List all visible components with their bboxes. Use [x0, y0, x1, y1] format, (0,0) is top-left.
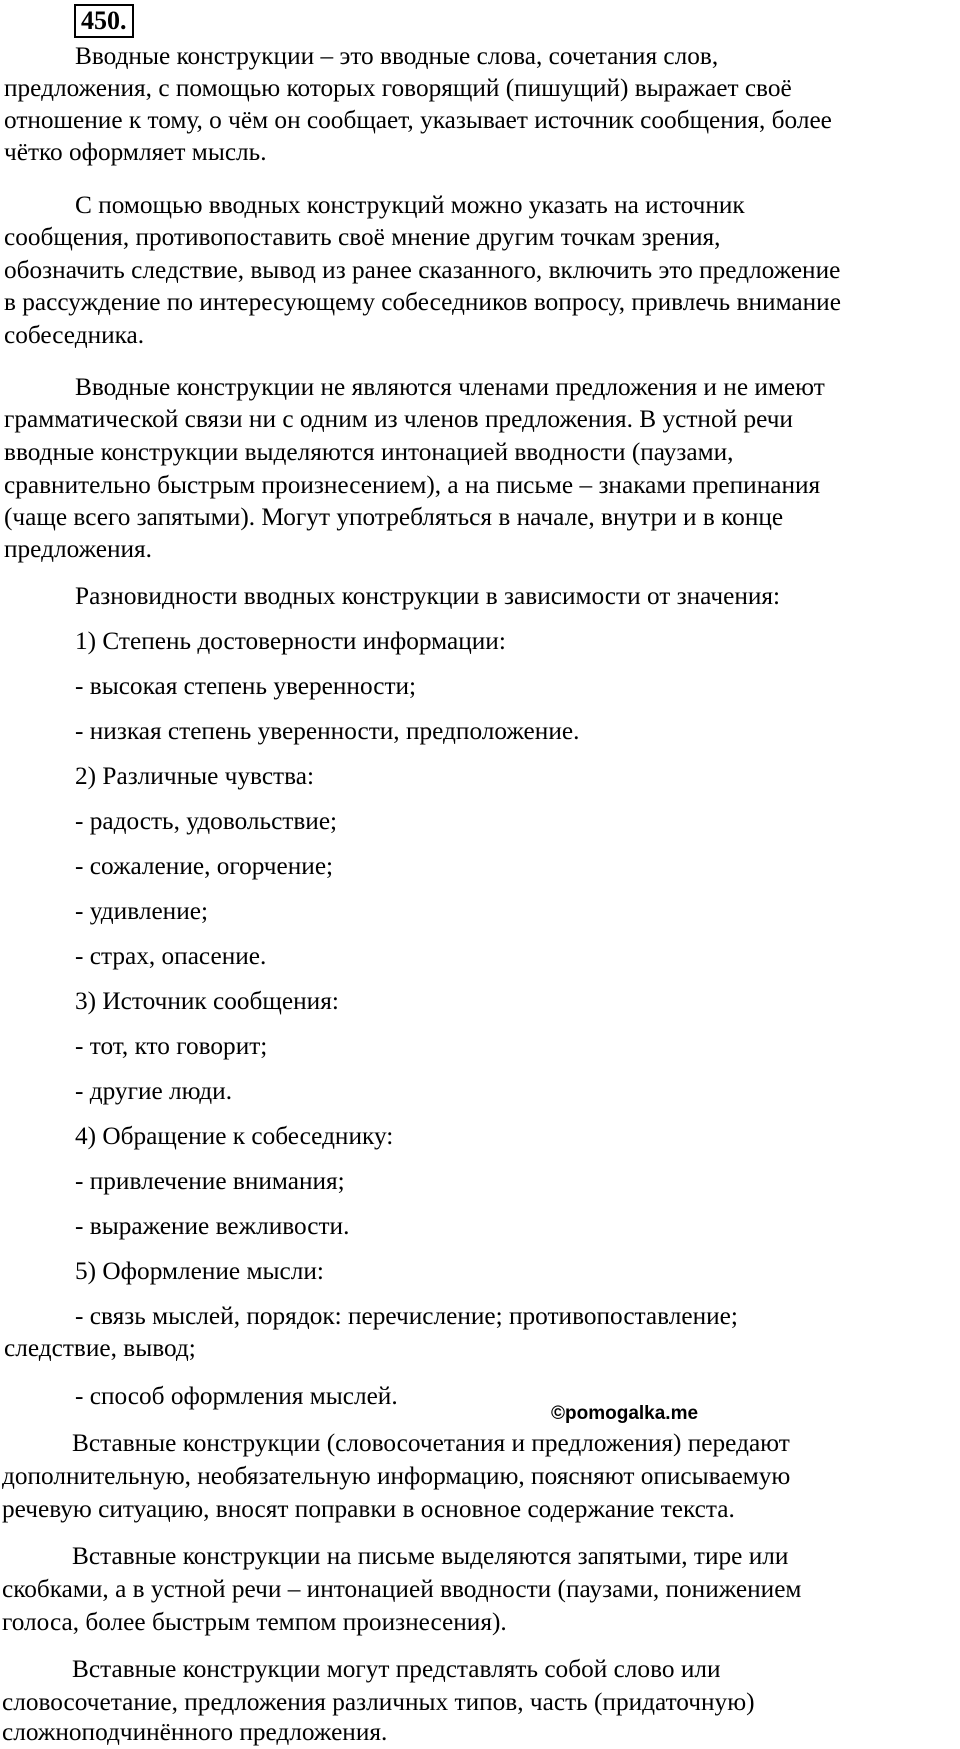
- text-line: Вводные конструкции – это вводные слова, сочетания слов,: [75, 42, 719, 70]
- list-item: 4) Обращение к собеседнику:: [75, 1122, 394, 1150]
- text-line: собеседника.: [4, 321, 145, 349]
- text-line: словосочетание, предложения различных типов, часть (придаточную): [2, 1688, 755, 1716]
- text-line: предложения.: [4, 535, 153, 563]
- list-item: - тот, кто говорит;: [75, 1032, 268, 1060]
- list-item: - низкая степень уверенности, предположение.: [75, 717, 580, 745]
- text-line: скобками, а в устной речи – интонацией вводности (паузами, понижением: [2, 1575, 802, 1603]
- list-item: 2) Различные чувства:: [75, 762, 314, 790]
- text-line: сравнительно быстрым произнесением), а на письме – знаками препинания: [4, 471, 821, 499]
- text-line: грамматической связи ни с одним из членов предложения. В устной речи: [4, 405, 793, 433]
- list-item: - другие люди.: [75, 1077, 233, 1105]
- list-item: - удивление;: [75, 897, 209, 925]
- text-line: дополнительную, необязательную информацию, поясняют описываемую: [2, 1462, 791, 1490]
- watermark: ©pomogalka.me: [551, 1403, 699, 1424]
- text-line: С помощью вводных конструкций можно указать на источник: [75, 191, 745, 219]
- list-item: 5) Оформление мысли:: [75, 1257, 324, 1285]
- list-item: - сожаление, огорчение;: [75, 852, 334, 880]
- text-line: речевую ситуацию, вносят поправки в основное содержание текста.: [2, 1495, 735, 1523]
- list-item: 1) Степень достоверности информации:: [75, 627, 506, 655]
- text-line: Вставные конструкции могут представлять собой слово или: [72, 1655, 721, 1683]
- text-line: голоса, более быстрым темпом произнесения).: [2, 1608, 507, 1636]
- exercise-number: 450.: [74, 4, 134, 38]
- list-item: - выражение вежливости.: [75, 1212, 350, 1240]
- list-item: - высокая степень уверенности;: [75, 672, 417, 700]
- list-item: - способ оформления мыслей.: [75, 1382, 398, 1410]
- text-line: Вводные конструкции не являются членами предложения и не имеют: [75, 373, 825, 401]
- text-line: чётко оформляет мысль.: [4, 138, 267, 166]
- list-item: 3) Источник сообщения:: [75, 987, 339, 1015]
- text-line: вводные конструкции выделяются интонацией вводности (паузами,: [4, 438, 734, 466]
- list-item: - связь мыслей, порядок: перечисление; противопоставление;: [75, 1302, 738, 1330]
- text-line: обозначить следствие, вывод из ранее сказанного, включить это предложение: [4, 256, 841, 284]
- text-line: отношение к тому, о чём он сообщает, указывает источник сообщения, более: [4, 106, 832, 134]
- text-line: (чаще всего запятыми). Могут употребляться в начале, внутри и в конце: [4, 503, 784, 531]
- list-item: - привлечение внимания;: [75, 1167, 345, 1195]
- text-line: сообщения, противопоставить своё мнение другим точкам зрения,: [4, 223, 721, 251]
- text-line: в рассуждение по интересующему собеседников вопросу, привлечь внимание: [4, 288, 841, 316]
- text-line: Разновидности вводных конструкции в зависимости от значения:: [75, 582, 781, 610]
- text-line: Вставные конструкции (словосочетания и предложения) передают: [72, 1429, 790, 1457]
- list-item: - радость, удовольствие;: [75, 807, 338, 835]
- list-item: следствие, вывод;: [4, 1334, 196, 1362]
- text-line: Вставные конструкции на письме выделяются запятыми, тире или: [72, 1542, 789, 1570]
- text-line: сложноподчинённого предложения.: [2, 1718, 388, 1746]
- text-line: предложения, с помощью которых говорящий (пишущий) выражает своё: [4, 74, 792, 102]
- list-item: - страх, опасение.: [75, 942, 267, 970]
